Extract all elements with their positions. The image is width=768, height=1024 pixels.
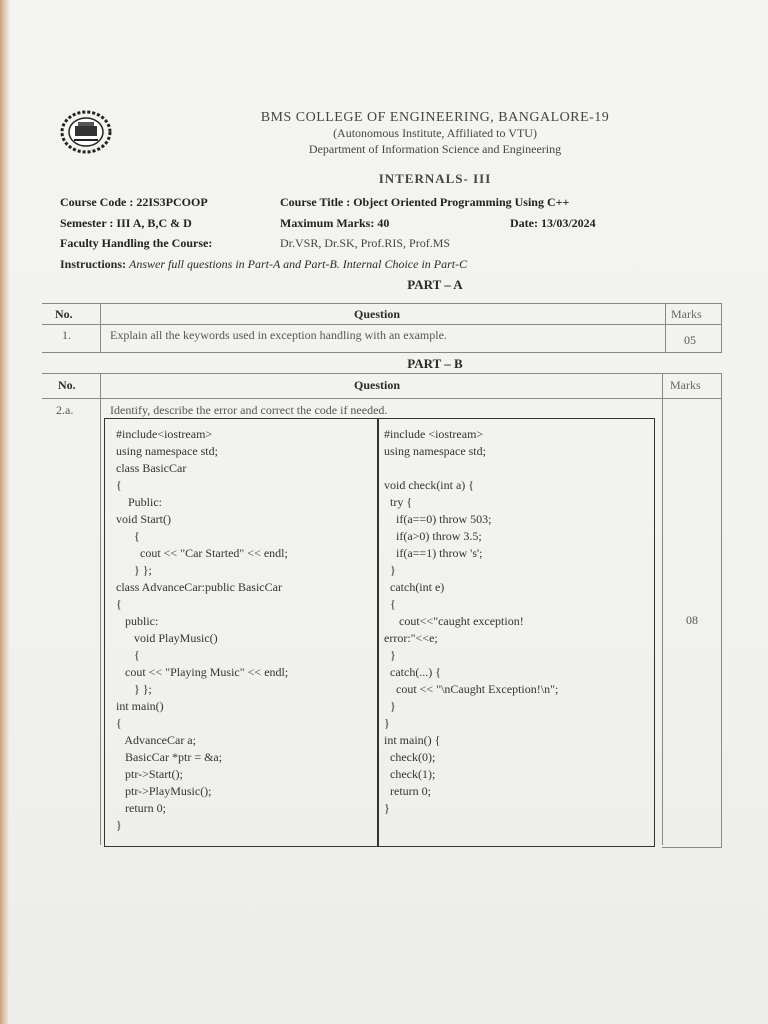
college-logo-icon xyxy=(60,110,112,154)
course-title-label: Course Title : xyxy=(280,195,354,209)
code-listing-inheritance xyxy=(116,426,374,834)
faculty xyxy=(60,236,212,251)
part-b-q2a-no: 2.a. xyxy=(56,403,74,417)
code-left-line: int main() xyxy=(116,699,164,713)
code-left-line: } xyxy=(116,818,122,832)
course-code-value: 22IS3PCOOP xyxy=(136,195,208,209)
semester-value: III A, B,C & D xyxy=(116,216,192,230)
code-listing-exception xyxy=(384,426,648,817)
code-right-line: catch(...) { xyxy=(384,665,442,679)
code-left-line: cout << "Playing Music" << endl; xyxy=(116,665,289,679)
code-left-line: Public: xyxy=(116,495,163,509)
code-left-line: { xyxy=(116,478,122,492)
part-b-col-no: No. xyxy=(58,378,76,392)
code-right-line: } xyxy=(384,563,396,577)
exam-date xyxy=(510,216,596,231)
code-right-line: try { xyxy=(384,495,413,509)
part-a-col-no: No. xyxy=(55,307,73,321)
faculty-label: Faculty Handling the Course: xyxy=(60,236,213,250)
part-b-col-question: Question xyxy=(354,378,401,392)
code-right-line: } xyxy=(384,716,390,730)
college-name: BMS COLLEGE OF ENGINEERING, BANGALORE-19 xyxy=(260,110,610,125)
code-right-line: error:"<<e; xyxy=(384,631,438,645)
code-left-line: { xyxy=(116,529,140,543)
part-b-q2a-text: Identify, describe the error and correct the code if needed. xyxy=(110,403,388,417)
code-right-line: check(1); xyxy=(384,767,436,781)
code-left-line: BasicCar *ptr = &a; xyxy=(116,750,223,764)
part-a-q1-marks: 05 xyxy=(684,333,696,347)
code-left-line: { xyxy=(116,716,122,730)
code-right-line: int main() { xyxy=(384,733,441,747)
autonomous-note: (Autonomous Institute, Affiliated to VTU) xyxy=(333,126,537,140)
code-right-line: using namespace std; xyxy=(384,444,486,458)
exam-title: INTERNALS- III xyxy=(378,171,492,186)
code-left-line: } }; xyxy=(116,563,152,577)
code-left-line: return 0; xyxy=(116,801,166,815)
code-right-line: } xyxy=(384,801,390,815)
code-right-line: if(a>0) throw 3.5; xyxy=(384,529,482,543)
paper-edge xyxy=(0,0,10,1024)
code-left-line: ptr->PlayMusic(); xyxy=(116,784,212,798)
department-name: Department of Information Science and Engineering xyxy=(308,142,562,156)
max-marks-label: Maximum Marks: xyxy=(280,216,378,230)
part-b-title: PART – B xyxy=(407,356,463,371)
code-left-line: cout << "Car Started" << endl; xyxy=(116,546,288,560)
max-marks-value: 40 xyxy=(377,216,390,230)
date-label: Date: xyxy=(510,216,541,230)
code-left-line: class BasicCar xyxy=(116,461,187,475)
code-left-line: } }; xyxy=(116,682,152,696)
code-right-line: check(0); xyxy=(384,750,436,764)
code-left-line: class AdvanceCar:public BasicCar xyxy=(116,580,282,594)
code-right-line: return 0; xyxy=(384,784,431,798)
course-code xyxy=(60,195,208,210)
code-left-line: void PlayMusic() xyxy=(116,631,218,645)
code-right-line: cout<<"caught exception! xyxy=(384,614,524,628)
part-a-q1-text: Explain all the keywords used in exception handling with an example. xyxy=(110,328,447,342)
code-right-line: void check(int a) { xyxy=(384,478,475,492)
code-left-line: using namespace std; xyxy=(116,444,218,458)
code-left-line: public: xyxy=(116,614,159,628)
code-right-line: } xyxy=(384,648,396,662)
code-left-line: { xyxy=(116,597,122,611)
code-right-line: #include <iostream> xyxy=(384,427,484,441)
code-left-line: void Start() xyxy=(116,512,171,526)
part-a-title: PART – A xyxy=(407,277,463,292)
instructions xyxy=(60,257,467,272)
course-code-label: Course Code : xyxy=(60,195,137,209)
code-right-line xyxy=(384,460,648,477)
semester xyxy=(60,216,192,231)
part-a-col-marks: Marks xyxy=(671,307,702,321)
code-right-line: } xyxy=(384,699,396,713)
course-title-value: Object Oriented Programming Using C++ xyxy=(353,195,570,209)
part-a-q1-no: 1. xyxy=(62,328,71,342)
code-left-line: { xyxy=(116,648,140,662)
maximum-marks xyxy=(280,216,389,231)
instructions-label: Instructions: xyxy=(60,257,130,271)
code-right-line: if(a==0) throw 503; xyxy=(384,512,492,526)
code-right-line: cout << "\nCaught Exception!\n"; xyxy=(384,682,559,696)
code-left-line: #include<iostream> xyxy=(116,427,213,441)
part-b-q2a-marks: 08 xyxy=(686,613,698,627)
semester-label: Semester : xyxy=(60,216,117,230)
faculty-value: Dr.VSR, Dr.SK, Prof.RIS, Prof.MS xyxy=(280,236,451,250)
code-left-line: AdvanceCar a; xyxy=(116,733,196,747)
code-right-line: if(a==1) throw 's'; xyxy=(384,546,483,560)
code-right-line: catch(int e) xyxy=(384,580,445,594)
code-right-line: { xyxy=(384,597,396,611)
course-title xyxy=(280,195,569,210)
part-b-col-marks: Marks xyxy=(670,378,701,392)
code-left-line: ptr->Start(); xyxy=(116,767,183,781)
date-value: 13/03/2024 xyxy=(540,216,596,230)
part-a-col-question: Question xyxy=(354,307,401,321)
instructions-text: Answer full questions in Part-A and Part-B. Internal Choice in Part-C xyxy=(129,257,468,271)
